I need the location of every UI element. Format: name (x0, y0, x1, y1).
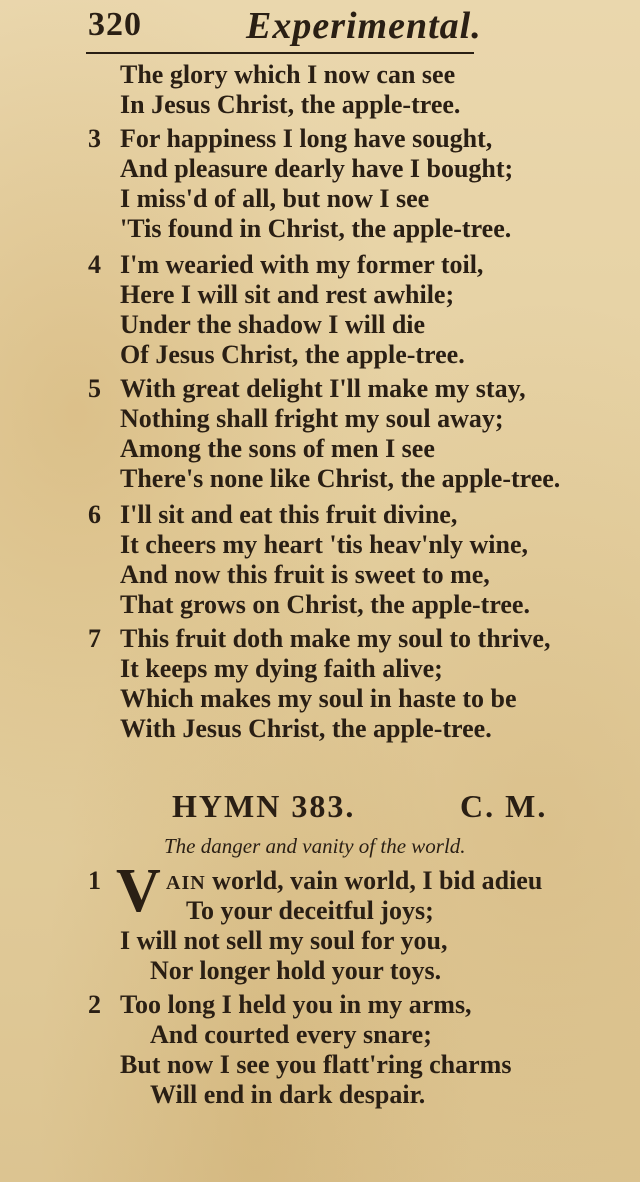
first-line-rest: world, vain world, I bid adieu (205, 866, 543, 895)
verse-line: To your deceitful joys; (186, 896, 434, 925)
verse-line: That grows on Christ, the apple-tree. (120, 590, 530, 619)
verse-line: 'Tis found in Christ, the apple-tree. (120, 214, 512, 243)
hymn-subtitle: The danger and vanity of the world. (164, 834, 466, 858)
page-number: 320 (88, 6, 142, 43)
hymn-title: HYMN 383. (172, 788, 356, 824)
verse-line: I will not sell my soul for you, (120, 926, 448, 955)
page-header (0, 4, 640, 50)
first-word-caps: AIN (166, 872, 206, 894)
verse-line: With great delight I'll make my stay, (120, 374, 526, 403)
drop-cap: V (116, 857, 161, 925)
verse-line: Nothing shall fright my soul away; (120, 404, 504, 433)
verse-line: This fruit doth make my soul to thrive, (120, 624, 551, 653)
verse-line: For happiness I long have sought, (120, 124, 493, 153)
verse-line: Under the shadow I will die (120, 310, 426, 339)
verse-line (166, 866, 542, 896)
running-title: Experimental. (246, 5, 482, 47)
verse-line: With Jesus Christ, the apple-tree. (120, 714, 492, 743)
verse-line: I miss'd of all, but now I see (120, 184, 430, 213)
verse-line: I'll sit and eat this fruit divine, (120, 500, 458, 529)
verse-line: Among the sons of men I see (120, 434, 435, 463)
verse-line: There's none like Christ, the apple-tree. (120, 464, 561, 493)
stanza-number: 5 (88, 374, 101, 403)
verse-line: Of Jesus Christ, the apple-tree. (120, 340, 465, 369)
verse-line: Will end in dark despair. (150, 1080, 426, 1109)
verse-line: It keeps my dying faith alive; (120, 654, 443, 683)
verse-number: 2 (88, 990, 101, 1019)
header-rule (86, 52, 474, 54)
verse-line: The glory which I now can see (120, 60, 456, 89)
verse-line: Too long I held you in my arms, (120, 990, 472, 1019)
stanza-number: 3 (88, 124, 101, 153)
verse-line: And courted every snare; (150, 1020, 432, 1049)
verse-number: 1 (88, 866, 101, 895)
verse-line: It cheers my heart 'tis heav'nly wine, (120, 530, 529, 559)
stanza-number: 7 (88, 624, 101, 653)
verse-line: And pleasure dearly have I bought; (120, 154, 514, 183)
verse-line: I'm wearied with my former toil, (120, 250, 484, 279)
verse-line: Which makes my soul in haste to be (120, 684, 517, 713)
verse-line: Nor longer hold your toys. (150, 956, 442, 985)
verse-line: But now I see you flatt'ring charms (120, 1050, 512, 1079)
verse-line: Here I will sit and rest awhile; (120, 280, 455, 309)
verse-line: In Jesus Christ, the apple-tree. (120, 90, 461, 119)
hymn-meter: C. M. (460, 788, 548, 824)
stanza-number: 6 (88, 500, 101, 529)
stanza-number: 4 (88, 250, 101, 279)
verse-line: And now this fruit is sweet to me, (120, 560, 490, 589)
